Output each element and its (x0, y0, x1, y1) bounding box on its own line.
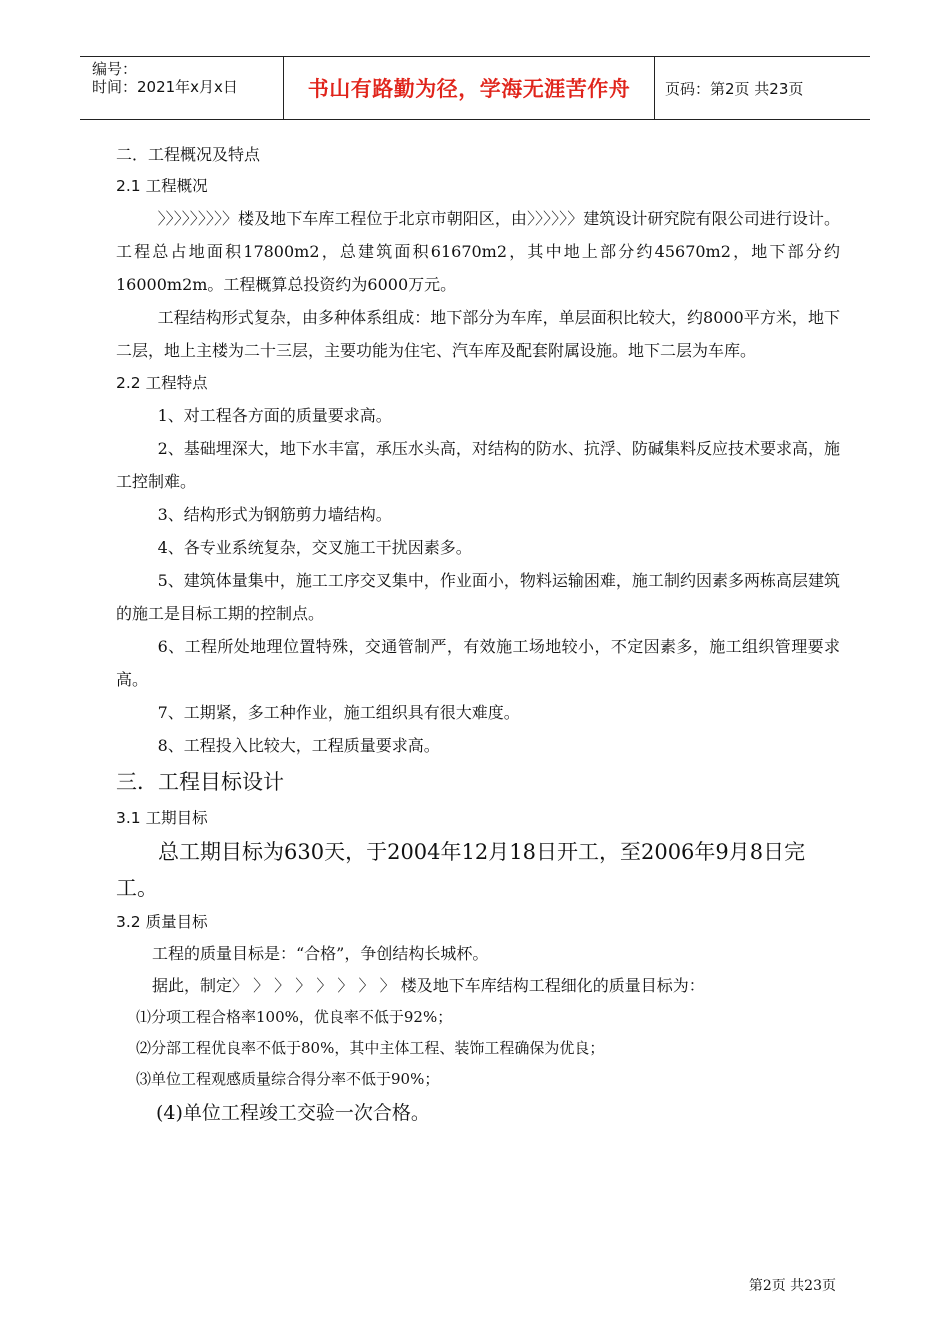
list-item: 1、对工程各方面的质量要求高。 (157, 406, 392, 425)
schedule-target-paragraph: 总工期目标为630天，于2004年12月18日开工，至2006年9月8日完工。 (116, 840, 806, 900)
list-item: 8、工程投入比较大，工程质量要求高。 (157, 736, 440, 755)
page-footer-number: 第2页 共23页 (748, 1278, 836, 1294)
section-2-1-heading: 2.1 工程概况 (116, 177, 208, 195)
quality-target-paragraph: 工程的质量目标是：“合格”，争创结构长城杯。 (152, 944, 489, 963)
features-list (116, 399, 840, 762)
list-item: 2、基础埋深大，地下水丰富，承压水头高，对结构的防水、抗浮、防碱集料反应技术要求高，施工控制难。 (116, 439, 840, 491)
page-header (80, 56, 870, 120)
section-3-2-heading: 3.2 质量目标 (116, 913, 208, 931)
list-item: 4、各专业系统复杂，交叉施工干扰因素多。 (157, 538, 472, 557)
list-item: 7、工期紧，多工种作业，施工组织具有很大难度。 (157, 703, 520, 722)
quality-target-list (116, 1002, 840, 1095)
section-3-heading: 三．工程目标设计 (116, 770, 284, 794)
quality-target-detail: 据此，制定〉 〉 〉 〉 〉 〉 〉 〉 楼及地下车库结构工程细化的质量目标为： (152, 976, 705, 995)
document-date-label: 时间：2021年x月x日 (92, 78, 238, 96)
header-meta (80, 57, 283, 119)
section-2-heading: 二．工程概况及特点 (116, 145, 261, 164)
document-body (116, 136, 840, 1131)
list-item: ⑵分部工程优良率不低于80%，其中主体工程、装饰工程确保为优良； (136, 1039, 605, 1057)
list-item: 5、建筑体量集中，施工工序交叉集中，作业面小，物料运输困难，施工制约因素多两栋高层建筑的施工是目标工期的控制点。 (116, 571, 840, 623)
section-2-2-heading: 2.2 工程特点 (116, 374, 208, 392)
quality-target-final-item: (4)单位工程竣工交验一次合格。 (156, 1102, 430, 1124)
list-item: ⑴分项工程合格率100%，优良率不低于92%； (136, 1008, 453, 1026)
overview-paragraph-2: 工程结构形式复杂，由多种体系组成：地下部分为车库，单层面积比较大，约8000平方米，地下二层，地上主楼为二十三层，主要功能为住宅、汽车库及配套附属设施。地下二层为车库。 (116, 308, 840, 360)
header-motto: 书山有路勤为径，学海无涯苦作舟 (283, 57, 655, 119)
section-3-1-heading: 3.1 工期目标 (116, 809, 208, 827)
list-item: 3、结构形式为钢筋剪力墙结构。 (157, 505, 392, 524)
header-page-number: 页码：第2页 共23页 (665, 79, 804, 98)
list-item: ⑶单位工程观感质量综合得分率不低于90%； (136, 1070, 440, 1088)
list-item: 6、工程所处地理位置特殊，交通管制严，有效施工场地较小，不定因素多，施工组织管理要求高。 (116, 637, 840, 689)
document-number-label: 编号： (92, 60, 138, 78)
overview-paragraph-1: 〉〉〉〉〉〉〉〉〉楼及地下车库工程位于北京市朝阳区，由〉〉〉〉〉〉建筑设计研究院有限公司进行设计。工程总占地面积17800m2，总建筑面积61670m2，其中地上部分约45670m2，地下部分约16000m2m。工程概算总投资约为6000万元。 (116, 209, 840, 294)
